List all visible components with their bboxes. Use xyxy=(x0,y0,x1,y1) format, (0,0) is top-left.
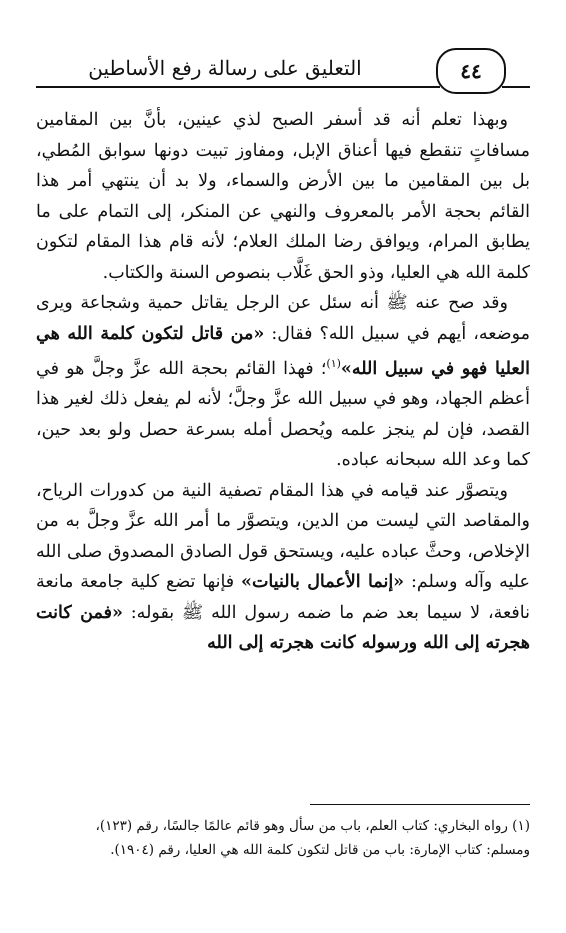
footnote-divider xyxy=(310,804,530,805)
footnote-1-line-1: (١) رواه البخاري: كتاب العلم، باب من سأل وهو قائم عالمًا جالسًا، رقم (١٢٣)، xyxy=(95,818,530,834)
paragraph-3 xyxy=(36,476,530,659)
footnote-1-line-2: ومسلم: كتاب الإمارة: باب من قاتل لتكون كلمة الله هي العليا، رقم (١٩٠٤). xyxy=(110,842,530,858)
header-divider-right xyxy=(502,86,530,88)
paragraph-2-intro: وقد صح عنه ﷺ أنه سئل عن الرجل يقاتل حمية وشجاعة ويرى موضعه، أيهم في سبيل الله؟ فقال: xyxy=(36,293,530,344)
hadith-quote-3: «فمن كانت هجرته إلى الله ورسوله كانت هجرته إلى الله xyxy=(36,602,530,654)
footnote-ref-1: (١) xyxy=(326,357,341,370)
paragraph-3-middle: فإنها تضع كلية جامعة مانعة نافعة، لا سيما بعد ضم ما ضمه رسول الله ﷺ بقوله: xyxy=(36,572,530,623)
page-number: ٤٤ xyxy=(460,59,482,83)
page-number-badge xyxy=(436,48,506,94)
paragraph-1: وبهذا تعلم أنه قد أسفر الصبح لذي عينين، بأنَّ بين المقامين مسافاتٍ تنقطع فيها أعناق الإبل، ومفاوز تبيت دونها سوابق المُطي، بل بين المقامين ما بين الأرض والسماء، ولا بد أن ينتهي أمر هذا القائم بحجة الأمر بالمعروف والنهي عن المنكر، إلى التمام على ما يطابق المرام، ويوافق رضا الملك العلام؛ لأنه قام هذا المقام لتكون كلمة الله هي العليا، وذو الحق غَلَّاب بنصوص السنة والكتاب. xyxy=(36,110,530,283)
paragraph-2 xyxy=(36,288,530,476)
main-text xyxy=(36,105,530,659)
footnotes xyxy=(36,814,530,862)
hadith-quote-1: «من قاتل لتكون كلمة الله هي العليا فهو في سبيل الله» xyxy=(36,323,530,379)
header-divider xyxy=(36,86,440,88)
hadith-quote-2: «إنما الأعمال بالنيات» xyxy=(241,572,405,593)
paragraph-3-intro: ويتصوَّر عند قيامه في هذا المقام تصفية النية من كدورات الرياح، والمقاصد التي ليست من الدين، ويتصوَّر ما أمر الله عزَّ وجلَّ به من الإخلاص، وحثَّ عباده عليه، ويستحق قول الصادق المصدوق صلى الله عليه وآله وسلم: xyxy=(36,480,530,593)
running-title: التعليق على رسالة رفع الأساطين xyxy=(88,56,362,80)
paragraph-2-rest: ؛ فهذا القائم بحجة الله عزَّ وجلَّ هو في أعظم الجهاد، وهو في سبيل الله عزَّ وجلَّ؛ لأنه لم يفعل ذلك لغير هذا القصد، فإن لم ينجز علمه ويُحصل أمله بسرعة حصل ولو بعد حين، كما وعد الله سبحانه عباده. xyxy=(36,358,530,471)
